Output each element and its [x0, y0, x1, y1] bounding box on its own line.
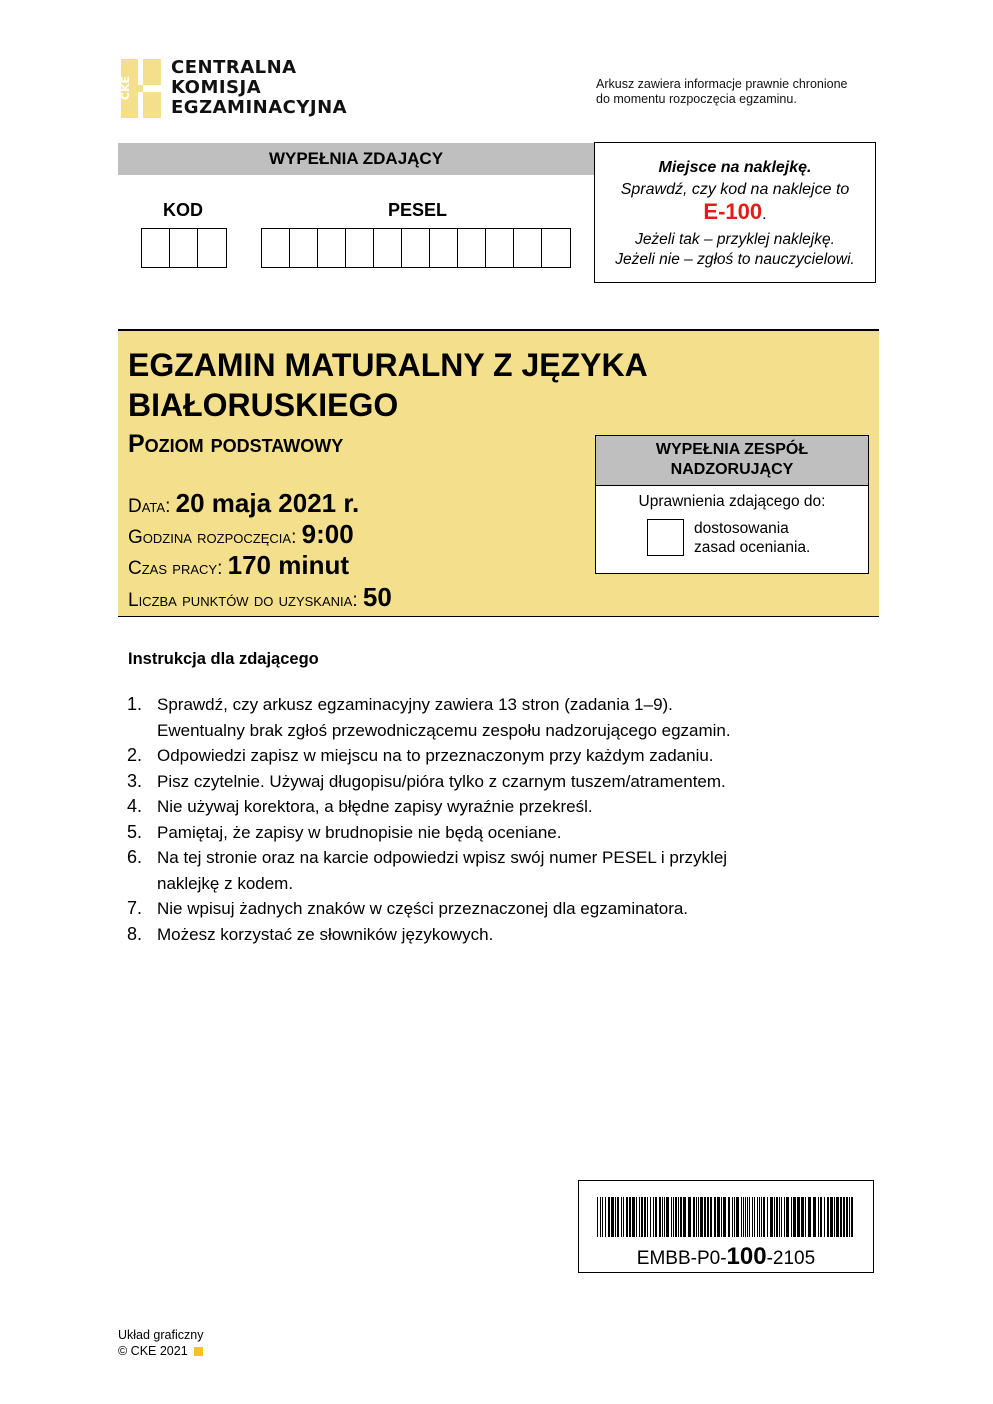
- barcode-bar: [608, 1197, 610, 1237]
- barcode-bar: [774, 1197, 775, 1237]
- barcode-bar: [849, 1197, 850, 1237]
- barcode-bar: [813, 1197, 816, 1237]
- date-label: Data: [128, 496, 166, 517]
- barcode-bar: [793, 1197, 796, 1237]
- barcode-bar: [741, 1197, 742, 1237]
- barcode-bar: [820, 1197, 822, 1237]
- barcode-bar: [611, 1197, 614, 1237]
- kod-input-boxes[interactable]: [141, 228, 227, 268]
- kod-label: KOD: [163, 200, 203, 220]
- instruction-item: [127, 692, 827, 743]
- duration-value: 170 minut: [227, 550, 350, 580]
- barcode-bar: [791, 1197, 792, 1237]
- barcode-bar: [734, 1197, 735, 1237]
- barcode-bar: [761, 1197, 762, 1237]
- barcode-bar: [763, 1197, 765, 1237]
- barcode-bar: [696, 1197, 697, 1237]
- pesel-digit-box[interactable]: [402, 229, 430, 267]
- barcode-bar: [621, 1197, 622, 1237]
- legal-note-line: Arkusz zawiera informacje prawnie chronione: [596, 77, 848, 91]
- barcode-bar: [644, 1197, 646, 1237]
- logo-line: EGZAMINACYJNA: [171, 97, 348, 118]
- barcode-bar: [721, 1197, 722, 1237]
- barcode-bar: [710, 1197, 712, 1237]
- barcode-bar: [851, 1197, 853, 1237]
- duration-label: Czas pracy: [128, 558, 218, 579]
- pesel-digit-box[interactable]: [318, 229, 346, 267]
- exam-title-line: BIAŁORUSKIEGO: [128, 387, 399, 423]
- barcode-bar: [717, 1197, 720, 1237]
- barcode-bar: [617, 1197, 619, 1237]
- supervisor-header: WYPEŁNIA ZESPÓŁ NADZORUJĄCY: [596, 436, 868, 486]
- instruction-number: 1.: [127, 694, 143, 714]
- pesel-digit-box[interactable]: [458, 229, 486, 267]
- barcode-bar: [805, 1197, 806, 1237]
- exam-duration-line: Czas pracy: 170 minut: [128, 550, 350, 580]
- exam-level: Poziom podstawowy: [128, 430, 344, 458]
- barcode-bar: [836, 1197, 839, 1237]
- instruction-item: [127, 794, 827, 820]
- barcode-bar: [808, 1197, 811, 1237]
- footer-line: Układ graficzny: [118, 1328, 204, 1342]
- barcode-bar: [602, 1197, 603, 1237]
- barcode-bar: [675, 1197, 677, 1237]
- barcode-bar: [757, 1197, 758, 1237]
- barcode-bar: [605, 1197, 606, 1237]
- pesel-label: PESEL: [388, 200, 448, 220]
- instruction-text: Na tej stronie oraz na karcie odpowiedzi wpisz swój numer PESEL i przyklej: [157, 848, 728, 867]
- instructions-list: [127, 692, 827, 947]
- instruction-item: [127, 769, 827, 795]
- instruction-number: 8.: [127, 923, 143, 944]
- barcode-bar: [767, 1197, 768, 1237]
- barcode-bar: [700, 1197, 703, 1237]
- barcode-bar: [827, 1197, 829, 1237]
- pesel-digit-box[interactable]: [290, 229, 318, 267]
- barcode-bar: [786, 1197, 789, 1237]
- instruction-number: 5.: [127, 821, 143, 842]
- logo-line: CENTRALNA: [171, 57, 297, 78]
- barcode-bar: [671, 1197, 672, 1237]
- barcode-bar: [834, 1197, 835, 1237]
- barcode-bar: [636, 1197, 637, 1237]
- barcode-bar: [655, 1197, 657, 1237]
- instruction-item: [127, 922, 827, 948]
- pesel-digit-box[interactable]: [374, 229, 402, 267]
- candidate-section-header: WYPEŁNIA ZDAJĄCY: [118, 143, 594, 175]
- barcode-bar: [650, 1197, 651, 1237]
- supervisor-rights-label: Uprawnienia zdającego do:: [638, 493, 826, 510]
- barcode-code: [579, 1243, 873, 1271]
- cke-square-icon: [194, 1347, 203, 1356]
- barcode-bar: [659, 1197, 661, 1237]
- exam-date-line: Data: 20 maja 2021 r.: [128, 488, 360, 518]
- pesel-digit-box[interactable]: [514, 229, 542, 267]
- barcode-bar: [662, 1197, 663, 1237]
- barcode-bar: [797, 1197, 800, 1237]
- sticker-if-yes: Jeżeli tak – przyklej naklejkę.: [635, 231, 835, 248]
- barcode-bar: [781, 1197, 782, 1237]
- barcode-bar: [632, 1197, 635, 1237]
- barcode-bar: [840, 1197, 842, 1237]
- barcode-bar: [693, 1197, 695, 1237]
- barcode-bar: [688, 1197, 691, 1237]
- organization-name: [171, 58, 347, 118]
- barcode-bar: [698, 1197, 699, 1237]
- legal-note-line: do momentu rozpoczęcia egzaminu.: [596, 92, 797, 106]
- barcode-icon: [597, 1197, 857, 1237]
- exam-title: [128, 345, 648, 425]
- barcode-main: 100: [726, 1243, 767, 1270]
- points-value: 50: [362, 582, 392, 612]
- logo-mark-text: CKE: [119, 75, 132, 101]
- instruction-number: 4.: [127, 796, 143, 816]
- kod-digit-box[interactable]: [170, 229, 198, 267]
- pesel-digit-box[interactable]: [486, 229, 514, 267]
- barcode-bar: [666, 1197, 669, 1237]
- pesel-input-boxes[interactable]: [261, 228, 571, 268]
- instruction-text: Sprawdź, czy arkusz egzaminacyjny zawiera 13 stron (zadania 1–9).: [157, 695, 673, 714]
- instruction-item: [127, 845, 827, 896]
- instruction-text: Nie używaj korektora, a błędne zapisy wyraźnie przekreśl.: [157, 797, 593, 816]
- instruction-text: naklejkę z kodem.: [157, 873, 294, 893]
- barcode-bar: [736, 1197, 739, 1237]
- legal-note: [596, 77, 848, 107]
- supervisor-box: [595, 435, 869, 574]
- logo-line: KOMISJA: [171, 77, 262, 98]
- barcode-bar: [639, 1197, 640, 1237]
- instruction-number: 3.: [127, 770, 143, 791]
- footer: [118, 1327, 203, 1359]
- barcode-bar: [752, 1197, 753, 1237]
- exam-points-line: Liczba punktów do uzyskania: 50: [128, 582, 392, 612]
- barcode-bar: [615, 1197, 616, 1237]
- barcode-bar: [843, 1197, 845, 1237]
- barcode-bar: [707, 1197, 709, 1237]
- instruction-item: [127, 743, 827, 769]
- instruction-text: Nie wpisuj żadnych znaków w części przeznaczonej dla egzaminatora.: [157, 899, 689, 918]
- sticker-check-line: Sprawdź, czy kod na naklejce to: [620, 181, 850, 198]
- pesel-digit-box[interactable]: [346, 229, 374, 267]
- pesel-digit-box[interactable]: [542, 229, 570, 267]
- barcode-bar: [732, 1197, 733, 1237]
- barcode-bar: [754, 1197, 755, 1237]
- barcode-suffix: -2105: [766, 1248, 816, 1269]
- kod-digit-box[interactable]: [198, 229, 226, 267]
- barcode-bar: [597, 1197, 598, 1237]
- barcode-bar: [846, 1197, 848, 1237]
- barcode-bar: [784, 1197, 785, 1237]
- sticker-code: E-100: [703, 199, 763, 224]
- adjust-scoring-label: dostosowania zasad oceniania.: [694, 520, 811, 556]
- barcode-bar: [600, 1197, 601, 1237]
- sticker-placeholder: [594, 142, 876, 283]
- barcode-bar: [626, 1197, 628, 1237]
- barcode-bar: [747, 1197, 748, 1237]
- barcode-bar: [759, 1197, 760, 1237]
- date-value: 20 maja 2021 r.: [175, 488, 360, 518]
- footer-line: © CKE 2021: [118, 1343, 203, 1359]
- exam-title-line: EGZAMIN MATURALNY Z JĘZYKA: [128, 347, 648, 383]
- exam-hour-line: Godzina rozpoczęcia: 9:00: [128, 519, 354, 549]
- instruction-number: 7.: [127, 898, 143, 918]
- barcode-bar: [680, 1197, 682, 1237]
- cke-logo-icon: [121, 59, 161, 118]
- instructions-title: Instrukcja dla zdającego: [128, 650, 319, 668]
- barcode-bar: [673, 1197, 674, 1237]
- barcode-bar: [629, 1197, 631, 1237]
- barcode-bar: [641, 1197, 643, 1237]
- sticker-code-line: [595, 201, 875, 226]
- barcode-bar: [801, 1197, 804, 1237]
- pesel-digit-box[interactable]: [262, 229, 290, 267]
- kod-digit-box[interactable]: [142, 229, 170, 267]
- instruction-text: Ewentualny brak zgłoś przewodniczącemu zespołu nadzorującego egzamin.: [157, 720, 731, 740]
- sticker-title: Miejsce na naklejkę.: [658, 159, 812, 176]
- barcode-bar: [647, 1197, 648, 1237]
- hour-label: Godzina rozpoczęcia: [128, 527, 292, 548]
- barcode-bar: [749, 1197, 750, 1237]
- instruction-number: 2.: [127, 745, 143, 765]
- instruction-text: Pamiętaj, że zapisy w brudnopisie nie będą oceniane.: [157, 822, 562, 842]
- instruction-text: Pisz czytelnie. Używaj długopisu/pióra tylko z czarnym tuszem/atramentem.: [157, 771, 726, 791]
- instruction-text: Możesz korzystać ze słowników językowych.: [157, 924, 494, 944]
- barcode-bar: [678, 1197, 679, 1237]
- instruction-number: 6.: [127, 847, 143, 867]
- barcode-bar: [664, 1197, 665, 1237]
- instruction-text: Odpowiedzi zapisz w miejscu na to przeznaczonym przy każdym zadaniu.: [157, 746, 714, 765]
- barcode-bar: [824, 1197, 825, 1237]
- barcode-bar: [743, 1197, 744, 1237]
- barcode-bar: [683, 1197, 686, 1237]
- barcode-box: [578, 1180, 874, 1273]
- pesel-digit-box[interactable]: [430, 229, 458, 267]
- barcode-bar: [745, 1197, 746, 1237]
- barcode-bar: [728, 1197, 730, 1237]
- instruction-item: [127, 896, 827, 922]
- sticker-code-suffix: .: [762, 206, 767, 223]
- barcode-bar: [623, 1197, 624, 1237]
- barcode-bar: [776, 1197, 778, 1237]
- barcode-bar: [818, 1197, 819, 1237]
- barcode-bar: [723, 1197, 726, 1237]
- barcode-bar: [830, 1197, 833, 1237]
- barcode-bar: [779, 1197, 780, 1237]
- points-label: Liczba punktów do uzyskania: [128, 590, 353, 611]
- barcode-bar: [704, 1197, 706, 1237]
- barcode-prefix: EMBB-P0-: [636, 1248, 727, 1269]
- adjust-scoring-checkbox[interactable]: [647, 519, 684, 556]
- barcode-bar: [770, 1197, 773, 1237]
- hour-value: 9:00: [301, 519, 354, 549]
- barcode-bar: [653, 1197, 654, 1237]
- barcode-bar: [714, 1197, 716, 1237]
- sticker-if-no: Jeżeli nie – zgłoś to nauczycielowi.: [615, 251, 855, 268]
- instruction-item: [127, 820, 827, 846]
